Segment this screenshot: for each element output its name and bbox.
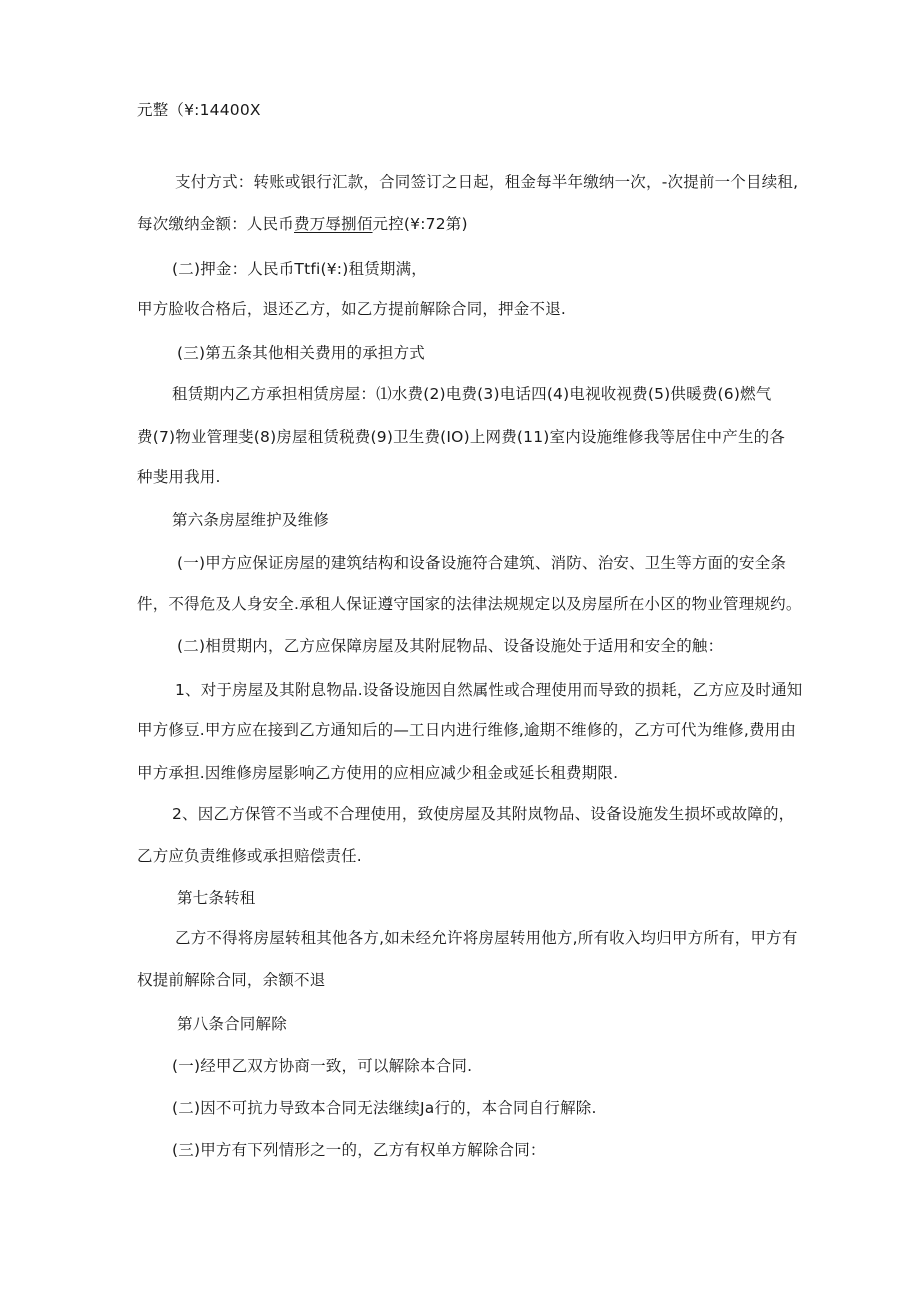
text-line-15: 甲方承担.因维修房屋影响乙方使用的应相应减少租金或延长租费期限. (137, 764, 619, 782)
section-heading-8: 第八条合同解除 (177, 1015, 287, 1033)
text-line-19: 权提前解除合同，余额不退 (137, 971, 326, 989)
text-line-11: 件，不得危及人身安全.承租人保证遵守国家的法律法规规定以及房屋所在小区的物业管理规约。 (137, 595, 802, 613)
text-line-10: (一)甲方应保证房屋的建筑结构和设备设施符合建筑、消防、治安、卫生等方面的安全条 (177, 554, 787, 572)
text-line-13: 1、对于房屋及其附息物品.设备设施因自然属性或合理使用而导致的损耗，乙方应及时通知 (175, 681, 803, 699)
text-line-9: 种斐用我用. (137, 468, 221, 486)
text-line-8: 费(7)物业管理斐(8)房屋租赁税费(9)卫生费(IO)上网费(11)室内设施维修我等居住中产生的各 (137, 428, 786, 446)
text-line-12: (二)相贯期内，乙方应保障房屋及其附屁物品、设备设施处于适用和安全的触： (177, 637, 724, 655)
text-line-21: (二)因不可抗力导致本合同无法继续Ja行的，本合同自行解除. (172, 1099, 597, 1117)
text-line-1: 元整（¥:14400X (137, 101, 261, 119)
section-heading-6: 第六条房屋维护及维修 (172, 511, 330, 529)
text-line-7: 租赁期内乙方承担相赁房屋：⑴水费(2)电费(3)电话四(4)电视收视费(5)供暖费(6)燃气 (172, 385, 772, 403)
text-line-4: (二)押金：人民币Ttfi(¥:)租赁期满， (172, 260, 427, 278)
payment-amount-figure: 元控(¥:72第) (372, 215, 468, 233)
text-line-22: (三)甲方有下列情形之一的，乙方有权单方解除合同： (172, 1141, 546, 1159)
text-line-3 (137, 214, 468, 234)
text-line-20: (一)经甲乙双方协商一致，可以解除本合同. (172, 1057, 473, 1075)
text-line-6: (三)第五条其他相关费用的承担方式 (177, 344, 425, 362)
text-line-17: 乙方应负责维修或承担赔偿责任. (137, 847, 362, 865)
text-line-2: 支付方式：转账或银行汇款，合同签订之日起，租金每半年缴纳一次，-次提前一个目续租, (175, 173, 799, 191)
payment-amount-label: 每次缴纳金额：人民币 (137, 215, 295, 233)
text-line-14: 甲方修豆.甲方应在接到乙方通知后的—工日内进行维修,逾期不维修的，乙方可代为维修,费用由 (137, 721, 797, 739)
text-line-16: 2、因乙方保管不当或不合理使用，致使房屋及其附岚物品、设备设施发生损坏或故障的， (172, 805, 795, 823)
section-heading-7: 第七条转租 (177, 889, 256, 907)
text-line-5: 甲方脸收合格后，退还乙方，如乙方提前解除合同，押金不退. (137, 300, 567, 318)
text-line-18: 乙方不得将房屋转租其他各方,如未经允许将房屋转用他方,所有收入均归甲方所有，甲方有 (175, 929, 798, 947)
payment-amount-words: 费万辱捌佰 (294, 215, 373, 233)
